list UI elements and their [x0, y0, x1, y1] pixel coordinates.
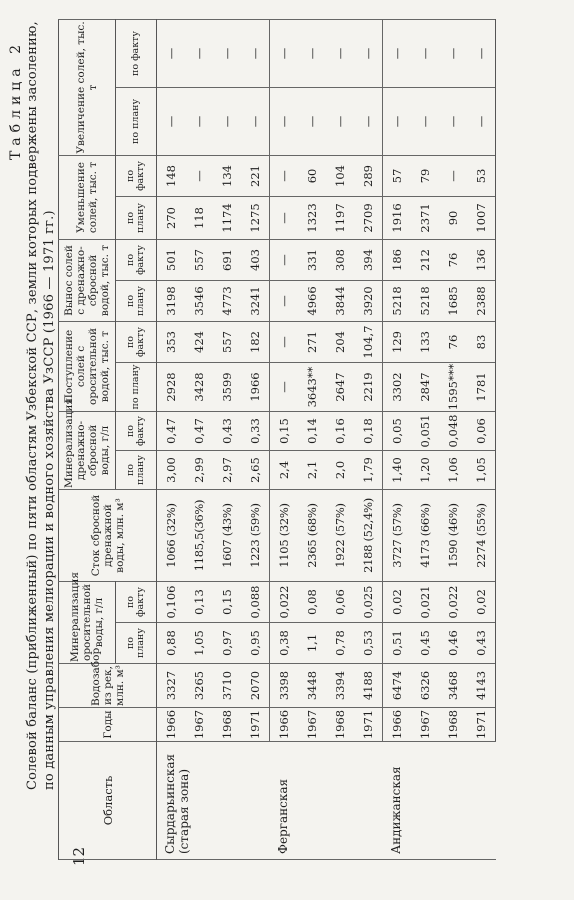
- value-cell: 2709: [354, 196, 383, 239]
- value-cell: 6474: [383, 664, 412, 708]
- value-cell: 2,4: [270, 451, 299, 490]
- value-cell: 0,51: [383, 623, 412, 664]
- value-cell: 1685: [439, 280, 467, 321]
- value-cell: 4966: [298, 280, 326, 321]
- header-years: Годы: [59, 708, 157, 742]
- value-cell: 3920: [354, 280, 383, 321]
- value-cell: 3394: [326, 664, 354, 708]
- value-cell: 1,1: [298, 623, 326, 664]
- value-cell: 0,43: [467, 623, 496, 664]
- value-cell: —: [270, 19, 299, 87]
- value-cell: 0,16: [326, 412, 354, 451]
- value-cell: 3302: [383, 363, 412, 412]
- region-name: Сырдарьинская (старая зона): [157, 742, 270, 860]
- header-salt-outflow: Вынос солей с дренажно-сбросной водой, тыс. т: [59, 239, 116, 321]
- value-cell: 0,051: [411, 412, 439, 451]
- value-cell: 2928: [157, 363, 186, 412]
- value-cell: 3643**: [298, 363, 326, 412]
- value-cell: 394: [354, 239, 383, 280]
- year-cell: 1971: [354, 708, 383, 742]
- value-cell: 57: [383, 155, 412, 196]
- value-cell: —: [270, 155, 299, 196]
- value-cell: 1,20: [411, 451, 439, 490]
- value-cell: 221: [241, 155, 270, 196]
- value-cell: 3599: [213, 363, 241, 412]
- header-fact: по факту: [116, 582, 157, 623]
- year-cell: 1971: [467, 708, 496, 742]
- value-cell: 2274 (55%): [467, 490, 496, 582]
- value-cell: 2219: [354, 363, 383, 412]
- value-cell: —: [383, 19, 412, 87]
- value-cell: 0,95: [241, 623, 270, 664]
- value-cell: 0,106: [157, 582, 186, 623]
- value-cell: 3265: [185, 664, 213, 708]
- value-cell: 0,02: [467, 582, 496, 623]
- value-cell: —: [270, 239, 299, 280]
- value-cell: —: [411, 87, 439, 155]
- value-cell: 118: [185, 196, 213, 239]
- table-body: [157, 19, 496, 859]
- value-cell: 4173 (66%): [411, 490, 439, 582]
- value-cell: 0,06: [467, 412, 496, 451]
- value-cell: 0,88: [157, 623, 186, 664]
- value-cell: 1916: [383, 196, 412, 239]
- header-row-top: [59, 19, 116, 859]
- header-plan: по плану: [116, 280, 157, 321]
- table-row: [185, 19, 213, 859]
- value-cell: —: [411, 19, 439, 87]
- value-cell: 1185,5(36%): [185, 490, 213, 582]
- value-cell: 2,0: [326, 451, 354, 490]
- value-cell: 3398: [270, 664, 299, 708]
- header-plan: по плану: [116, 363, 157, 412]
- table-row: [157, 19, 186, 859]
- value-cell: 186: [383, 239, 412, 280]
- table-row: [354, 19, 383, 859]
- value-cell: —: [383, 87, 412, 155]
- value-cell: 2371: [411, 196, 439, 239]
- value-cell: 2188 (52,4%): [354, 490, 383, 582]
- value-cell: 1066 (32%): [157, 490, 186, 582]
- value-cell: —: [467, 19, 496, 87]
- value-cell: 83: [467, 321, 496, 362]
- value-cell: 1,05: [467, 451, 496, 490]
- table-row: [298, 19, 326, 859]
- value-cell: 0,06: [326, 582, 354, 623]
- year-cell: 1967: [185, 708, 213, 742]
- value-cell: 557: [185, 239, 213, 280]
- region-name: Андижанская: [383, 742, 496, 860]
- value-cell: 1,05: [185, 623, 213, 664]
- value-cell: —: [185, 155, 213, 196]
- value-cell: —: [185, 19, 213, 87]
- value-cell: —: [270, 87, 299, 155]
- header-water-intake: Водозабор из рек, млн. м³: [59, 664, 157, 708]
- header-drain-mineralization: Минерализация дренажно-сбросной воды, г/л: [59, 412, 116, 490]
- table-row: [270, 19, 299, 859]
- value-cell: 3546: [185, 280, 213, 321]
- value-cell: 3327: [157, 664, 186, 708]
- value-cell: 270: [157, 196, 186, 239]
- value-cell: 1,06: [439, 451, 467, 490]
- value-cell: 1966: [241, 363, 270, 412]
- value-cell: —: [326, 19, 354, 87]
- value-cell: 308: [326, 239, 354, 280]
- value-cell: 0,46: [439, 623, 467, 664]
- page-number: 12: [70, 846, 88, 866]
- value-cell: —: [298, 19, 326, 87]
- value-cell: 4773: [213, 280, 241, 321]
- header-plan: по плану: [116, 451, 157, 490]
- value-cell: 0,45: [411, 623, 439, 664]
- value-cell: —: [354, 87, 383, 155]
- value-cell: 4188: [354, 664, 383, 708]
- value-cell: 3198: [157, 280, 186, 321]
- value-cell: 0,022: [270, 582, 299, 623]
- value-cell: —: [439, 19, 467, 87]
- year-cell: 1966: [157, 708, 186, 742]
- value-cell: 104,7: [354, 321, 383, 362]
- value-cell: 424: [185, 321, 213, 362]
- table-row: [439, 19, 467, 859]
- salt-balance-table-wrap: [58, 20, 496, 860]
- table-row: [326, 19, 354, 859]
- value-cell: 134: [213, 155, 241, 196]
- value-cell: 76: [439, 321, 467, 362]
- value-cell: 2,1: [298, 451, 326, 490]
- region-name: Ферганская: [270, 742, 383, 860]
- header-drain-runoff: Сток сбросной дренажной воды, млн. м³: [59, 490, 157, 582]
- table-caption: [24, 14, 58, 790]
- table-row: [411, 19, 439, 859]
- table-row: [383, 19, 412, 859]
- value-cell: 0,048: [439, 412, 467, 451]
- header-fact: по факту: [116, 155, 157, 196]
- value-cell: 2,65: [241, 451, 270, 490]
- value-cell: —: [241, 19, 270, 87]
- value-cell: 0,05: [383, 412, 412, 451]
- value-cell: 557: [213, 321, 241, 362]
- value-cell: 6326: [411, 664, 439, 708]
- value-cell: —: [439, 155, 467, 196]
- table-row: [467, 19, 496, 859]
- value-cell: 1607 (43%): [213, 490, 241, 582]
- salt-balance-table: [58, 19, 496, 860]
- value-cell: 403: [241, 239, 270, 280]
- value-cell: —: [298, 87, 326, 155]
- value-cell: 0,47: [185, 412, 213, 451]
- value-cell: 60: [298, 155, 326, 196]
- header-irrigation-mineralization: Минерализация оросительной воды, г/л: [59, 582, 116, 664]
- value-cell: 204: [326, 321, 354, 362]
- value-cell: 136: [467, 239, 496, 280]
- value-cell: 1,40: [383, 451, 412, 490]
- value-cell: 79: [411, 155, 439, 196]
- value-cell: 1223 (59%): [241, 490, 270, 582]
- value-cell: 2,97: [213, 451, 241, 490]
- value-cell: 353: [157, 321, 186, 362]
- value-cell: —: [185, 87, 213, 155]
- value-cell: 289: [354, 155, 383, 196]
- value-cell: 0,088: [241, 582, 270, 623]
- value-cell: 0,78: [326, 623, 354, 664]
- table-row: [241, 19, 270, 859]
- header-fact: по факту: [116, 19, 157, 87]
- value-cell: 148: [157, 155, 186, 196]
- value-cell: —: [467, 87, 496, 155]
- value-cell: 3428: [185, 363, 213, 412]
- value-cell: 0,025: [354, 582, 383, 623]
- header-fact: по факту: [116, 321, 157, 362]
- value-cell: 4143: [467, 664, 496, 708]
- value-cell: 3844: [326, 280, 354, 321]
- table-label: Таблица 2: [8, 40, 24, 161]
- value-cell: 104: [326, 155, 354, 196]
- value-cell: 3,00: [157, 451, 186, 490]
- header-plan: по плану: [116, 196, 157, 239]
- value-cell: 3710: [213, 664, 241, 708]
- value-cell: 76: [439, 239, 467, 280]
- header-region: Область: [59, 742, 157, 860]
- value-cell: 1590 (46%): [439, 490, 467, 582]
- value-cell: 0,022: [439, 582, 467, 623]
- year-cell: 1967: [298, 708, 326, 742]
- value-cell: —: [354, 19, 383, 87]
- value-cell: 2070: [241, 664, 270, 708]
- value-cell: 331: [298, 239, 326, 280]
- value-cell: —: [326, 87, 354, 155]
- value-cell: —: [270, 363, 299, 412]
- value-cell: 0,33: [241, 412, 270, 451]
- value-cell: —: [157, 87, 186, 155]
- value-cell: —: [439, 87, 467, 155]
- value-cell: 53: [467, 155, 496, 196]
- value-cell: —: [213, 87, 241, 155]
- header-salt-decrease: Уменьшение солей, тыс. т: [59, 155, 116, 239]
- value-cell: 5218: [411, 280, 439, 321]
- year-cell: 1968: [439, 708, 467, 742]
- value-cell: 0,38: [270, 623, 299, 664]
- value-cell: 3727 (57%): [383, 490, 412, 582]
- value-cell: 133: [411, 321, 439, 362]
- value-cell: 691: [213, 239, 241, 280]
- value-cell: 0,02: [383, 582, 412, 623]
- value-cell: —: [270, 196, 299, 239]
- value-cell: 212: [411, 239, 439, 280]
- value-cell: 1105 (32%): [270, 490, 299, 582]
- value-cell: 1323: [298, 196, 326, 239]
- table-row: [213, 19, 241, 859]
- header-fact: по факту: [116, 239, 157, 280]
- value-cell: 1275: [241, 196, 270, 239]
- caption-line-1: Солевой баланс (приближенный) по пяти областям Узбекской ССР, земли которых подвержены засолению,: [25, 21, 40, 790]
- value-cell: 271: [298, 321, 326, 362]
- value-cell: 1174: [213, 196, 241, 239]
- value-cell: 0,18: [354, 412, 383, 451]
- year-cell: 1967: [411, 708, 439, 742]
- value-cell: 0,08: [298, 582, 326, 623]
- value-cell: —: [213, 19, 241, 87]
- value-cell: 0,47: [157, 412, 186, 451]
- value-cell: 0,13: [185, 582, 213, 623]
- value-cell: 129: [383, 321, 412, 362]
- value-cell: 0,14: [298, 412, 326, 451]
- value-cell: 1,79: [354, 451, 383, 490]
- value-cell: 5218: [383, 280, 412, 321]
- value-cell: 2847: [411, 363, 439, 412]
- value-cell: 1781: [467, 363, 496, 412]
- header-salt-inflow: Поступление солей с оросительной водой, тыс. т: [59, 321, 116, 411]
- value-cell: 1007: [467, 196, 496, 239]
- value-cell: —: [157, 19, 186, 87]
- value-cell: 2,99: [185, 451, 213, 490]
- value-cell: 2647: [326, 363, 354, 412]
- year-cell: 1966: [270, 708, 299, 742]
- value-cell: —: [270, 321, 299, 362]
- value-cell: 0,021: [411, 582, 439, 623]
- year-cell: 1968: [213, 708, 241, 742]
- value-cell: 2388: [467, 280, 496, 321]
- value-cell: 90: [439, 196, 467, 239]
- value-cell: 1197: [326, 196, 354, 239]
- value-cell: 0,53: [354, 623, 383, 664]
- value-cell: 501: [157, 239, 186, 280]
- value-cell: —: [241, 87, 270, 155]
- value-cell: 2365 (68%): [298, 490, 326, 582]
- value-cell: 0,97: [213, 623, 241, 664]
- value-cell: 1595***: [439, 363, 467, 412]
- year-cell: 1971: [241, 708, 270, 742]
- value-cell: —: [270, 280, 299, 321]
- value-cell: 0,15: [270, 412, 299, 451]
- value-cell: 0,43: [213, 412, 241, 451]
- value-cell: 3468: [439, 664, 467, 708]
- caption-line-2: по данным управления мелиорации и водного хозяйства УзССР (1966 — 1971 гг.): [42, 210, 57, 790]
- header-plan: по плану: [116, 623, 157, 664]
- value-cell: 3448: [298, 664, 326, 708]
- value-cell: 3241: [241, 280, 270, 321]
- year-cell: 1966: [383, 708, 412, 742]
- header-plan: по плану: [116, 87, 157, 155]
- value-cell: 1922 (57%): [326, 490, 354, 582]
- year-cell: 1968: [326, 708, 354, 742]
- header-fact: по факту: [116, 412, 157, 451]
- value-cell: 0,15: [213, 582, 241, 623]
- header-salt-increase: Увеличение солей, тыс. т: [59, 19, 116, 155]
- value-cell: 182: [241, 321, 270, 362]
